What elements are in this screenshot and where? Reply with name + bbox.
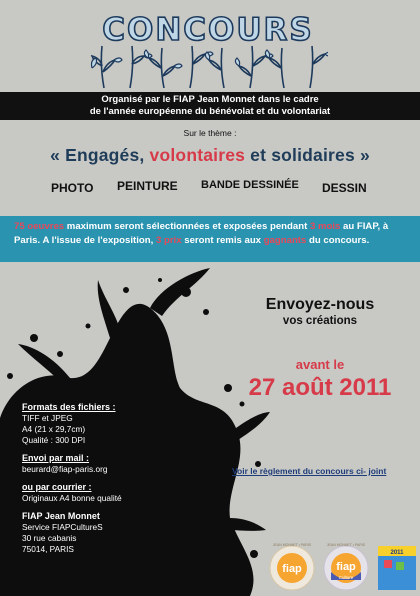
theme-label: Sur le thème : (183, 128, 237, 138)
fiap-logo-text: fiap (282, 563, 302, 575)
fiap-culture-sub: Culture (338, 575, 354, 580)
reglement-link[interactable]: Voir le règlement du concours ci- joint (232, 466, 387, 476)
category-photo: PHOTO (51, 181, 94, 195)
formats-heading: Formats des fichiers : (22, 402, 116, 412)
banner-gagnants: gagnants (263, 235, 307, 246)
fiap-culture-ring: JEAN MONNET • PARIS (326, 543, 366, 547)
fiap-logo (270, 543, 314, 590)
address-line: 30 rue cabanis (22, 533, 77, 543)
banner-text-2: au FIAP, à Paris. A l'issue de l'exposition, (14, 221, 389, 246)
format-item: TIFF et JPEG (22, 413, 73, 423)
fiap-culture-logo-text: fiap (336, 561, 356, 573)
theme-part-2: et solidaires » (245, 145, 370, 165)
organizer-line-1: Organisé par le FIAP Jean Monnet dans le cadre (101, 94, 319, 105)
partner-logos (256, 520, 420, 596)
banner-text-4: du concours. (306, 235, 370, 246)
european-year-text: 2011 (390, 550, 404, 556)
title-block (88, 6, 328, 88)
theme-highlight: volontaires (149, 145, 246, 165)
fiap-logo-ring: JEAN MONNET • PARIS (272, 543, 312, 547)
theme-part-1: « Engagés, (50, 145, 150, 165)
format-item: Qualité : 300 DPI (22, 435, 86, 445)
call-subheading: vos créations (282, 315, 358, 327)
deadline (220, 357, 420, 402)
banner-mois: 3 mois (309, 221, 341, 232)
banner-prix: 3 prix (155, 235, 182, 246)
fiap-culture-logo (324, 543, 368, 590)
category-dessin: DESSIN (322, 181, 367, 195)
categories (0, 178, 420, 202)
banner-oeuvres: 75 oeuvres (14, 221, 65, 232)
address-line: 75014, PARIS (22, 544, 74, 554)
european-year-logo (378, 546, 416, 590)
organizer-text (0, 94, 420, 118)
category-peinture: PEINTURE (117, 179, 178, 193)
info-banner-text (14, 220, 412, 248)
address-line: Service FIAPCultureS (22, 522, 103, 532)
address-heading: FIAP Jean Monnet (22, 511, 100, 521)
post-heading: ou par courrier : (22, 482, 92, 492)
concours-title: CONCOURS (102, 12, 314, 48)
call-to-action (220, 296, 420, 327)
deadline-date: 27 août 2011 (248, 374, 392, 401)
format-item: A4 (21 x 29,7cm) (22, 424, 86, 434)
mail-address[interactable]: beurard@fiap-paris.org (22, 464, 108, 474)
organizer-line-2: de l'année européenne du bénévolat et du volontariat (89, 106, 331, 117)
deadline-label: avant le (295, 357, 345, 372)
category-bande-dessinee: BANDE DESSINÉE (201, 179, 299, 191)
theme-headline (0, 145, 420, 166)
call-heading: Envoyez-nous (265, 296, 375, 313)
submission-info (22, 402, 222, 555)
post-requirement: Originaux A4 bonne qualité (22, 493, 122, 503)
banner-text-3: seront remis aux (181, 235, 264, 246)
banner-text-1: maximum seront sélectionnées et exposées pendant (64, 221, 310, 232)
mail-heading: Envoi par mail : (22, 453, 90, 463)
